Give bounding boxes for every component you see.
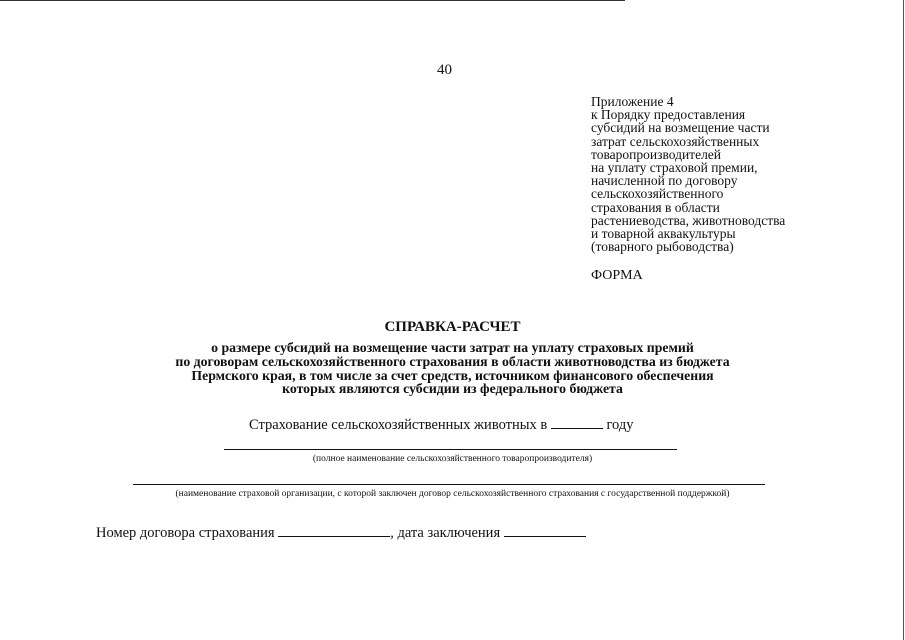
appendix-line: растениеводства, животноводства xyxy=(591,212,786,228)
appendix-line: сельскохозяйственного xyxy=(591,186,724,202)
document-subtitle xyxy=(0,341,905,396)
contract-number-label: Номер договора страхования xyxy=(96,525,275,541)
contract-number-field[interactable] xyxy=(278,524,390,537)
appendix-line: субсидий на возмещение части xyxy=(591,120,770,136)
subtitle-line: Пермского края, в том числе за счет средств, источником финансового обеспечения xyxy=(191,367,714,383)
page-number: 40 xyxy=(437,62,452,78)
document-title-text: СПРАВКА-РАСЧЕТ xyxy=(384,319,521,335)
subtitle-line: о размере субсидий на возмещение части затрат на уплату страховых премий xyxy=(211,340,694,355)
appendix-line: к Порядку предоставления xyxy=(591,107,746,123)
appendix-line: Приложение 4 xyxy=(591,94,674,109)
appendix-line: и товарной аквакультуры xyxy=(591,226,736,242)
appendix-reference xyxy=(591,95,821,253)
scan-edge-top xyxy=(0,0,625,1)
producer-caption: (полное наименование сельскохозяйственного товаропроизводителя) xyxy=(312,454,593,464)
period-prefix: Страхование сельскохозяйственных животных в xyxy=(249,417,548,433)
document-title xyxy=(0,319,905,336)
appendix-line: товаропроизводителей xyxy=(591,146,722,162)
contract-date-label: , дата заключения xyxy=(390,525,501,541)
producer-name-field[interactable] xyxy=(224,449,677,450)
appendix-line: начисленной по договору xyxy=(591,173,738,189)
insurer-caption: (наименование страховой организации, с которой заключен договор сельскохозяйственного страхования с государственной поддержкой) xyxy=(175,489,730,499)
insurer-name-field[interactable] xyxy=(133,484,765,485)
contract-details-line xyxy=(96,524,586,542)
insurance-period-line xyxy=(249,416,633,434)
appendix-line: на уплату страховой премии, xyxy=(591,160,758,176)
form-label: ФОРМА xyxy=(591,268,643,283)
contract-date-field[interactable] xyxy=(504,524,586,537)
appendix-line: затрат сельскохозяйственных xyxy=(591,133,760,149)
period-suffix: году xyxy=(606,417,634,433)
subtitle-line: которых являются субсидии из федерального бюджета xyxy=(282,381,623,397)
appendix-line: страхования в области xyxy=(591,199,720,215)
year-field[interactable] xyxy=(551,416,603,429)
appendix-line: (товарного рыбоводства) xyxy=(591,239,734,255)
subtitle-line: по договорам сельскохозяйственного страхования в области животноводства из бюджета xyxy=(175,353,730,369)
